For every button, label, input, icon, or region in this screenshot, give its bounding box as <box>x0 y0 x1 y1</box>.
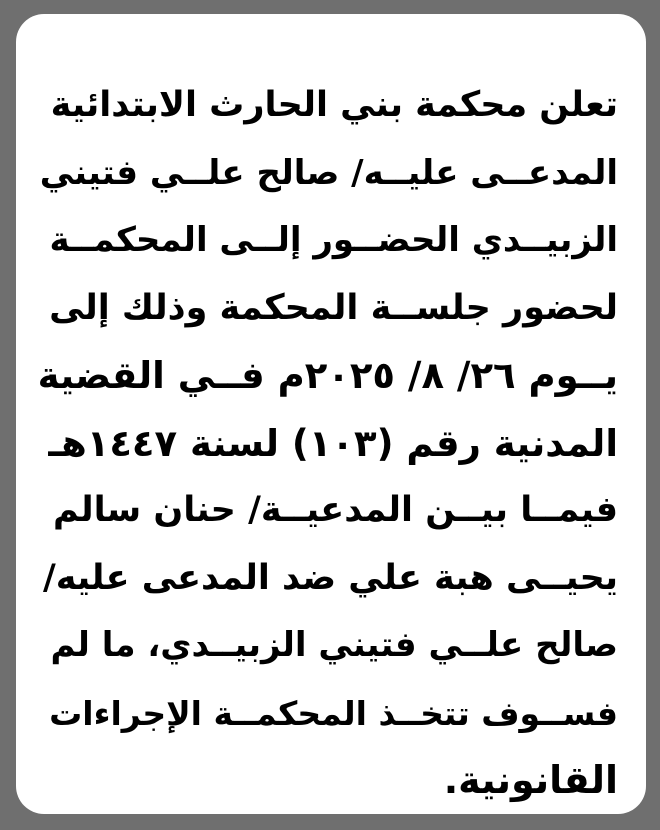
notice-line-3: الزبيــدي الحضــور إلــى المحكمــة <box>49 220 618 260</box>
notice-line-11: القانونية. <box>443 758 618 802</box>
notice-line-5: يــوم ٢٦/ ٨/ ٢٠٢٥م فــي القضية <box>37 354 618 397</box>
notice-line-4: لحضور جلســة المحكمة وذلك إلى <box>49 287 618 328</box>
notice-line-9: صالح علــي فتيني الزبيــدي، ما لم <box>50 625 618 665</box>
notice-line-6: المدنية رقم (١٠٣) لسنة ١٤٤٧هـ <box>48 421 618 465</box>
notice-line-8: يحيــى هبة علي ضد المدعى عليه/ <box>43 557 618 598</box>
notice-line-7: فيمــا بيــن المدعيــة/ حنان سالم <box>53 490 618 530</box>
court-notice-text <box>38 72 618 814</box>
page-frame <box>6 6 654 824</box>
notice-card <box>16 14 646 814</box>
notice-line-2: المدعــى عليــه/ صالح علــي فتيني <box>39 152 618 193</box>
notice-line-1: تعلن محكمة بني الحارث الابتدائية <box>50 85 618 125</box>
notice-line-10: فســوف تتخــذ المحكمــة الإجراءات <box>49 693 618 733</box>
